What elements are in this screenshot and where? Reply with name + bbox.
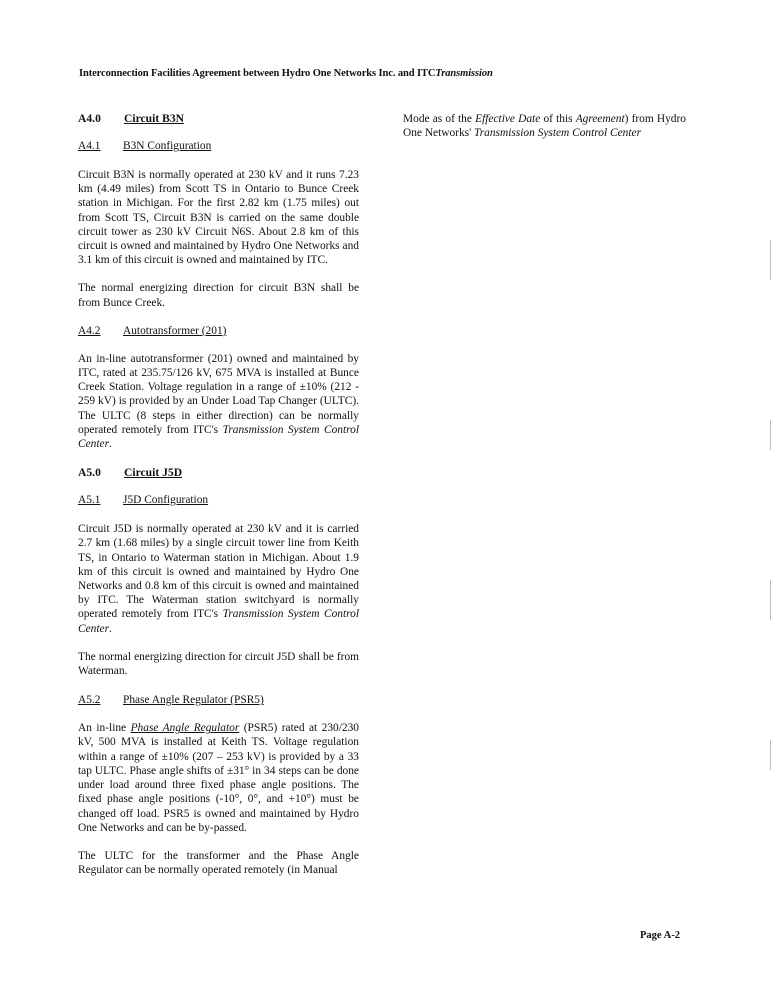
subsection-title: J5D Configuration (123, 494, 209, 507)
paragraph-text: (PSR5) rated at 230/230 kV, 500 MVA is installed at Keith TS. Voltage regulation within a range of ±10% (207 – 253 kV) is provided by a 33 tap ULTC. Phase angle shifts of ±31° in 34 steps can be done under load around three fixed phase angle positions. The fixed phase angle positions (-10°, 0°, and +10°) must be changed off load. PSR5 is owned and maintained by Hydro One Networks and can be by-passed. (78, 722, 359, 834)
subsection-heading-a52 (78, 693, 359, 707)
subsection-number: A4.2 (78, 324, 101, 337)
paragraph-end: . (109, 438, 112, 451)
paragraph-text: of this (543, 113, 573, 125)
section-heading-a50 (78, 466, 359, 480)
subsection-number: A5.1 (78, 494, 101, 507)
effective-date-term: Effective Date (475, 113, 541, 125)
scan-artifact (770, 420, 771, 450)
page-number: Page A-2 (640, 930, 680, 941)
header-text: Interconnection Facilities Agreement between Hydro One Networks Inc. and ITC (79, 68, 436, 79)
subsection-number: A4.1 (78, 140, 101, 152)
paragraph-j5d-config (78, 522, 359, 636)
paragraph-b3n-config: Circuit B3N is normally operated at 230 kV and it runs 7.23 km (4.49 miles) from Scott TS in Ontario to Bunce Creek station in Michigan. For the first 2.82 km (1.75 miles) out from Scott TS, Circuit B3N is carried on the same double circuit tower as 230 kV Circuit N6S. About 2.8 km of this circuit is owned and maintained by Hydro One Networks and 3.1 km of this circuit is owned and maintained by ITC. (78, 169, 359, 267)
paragraph-text: An in-line (78, 722, 127, 735)
section-number: A4.0 (78, 112, 101, 125)
header-italic: Transmission (435, 68, 493, 79)
left-column (78, 112, 359, 877)
phase-angle-regulator-term: Phase Angle Regulator (130, 722, 240, 735)
subsection-heading-a42 (78, 324, 359, 338)
paragraph-text: Mode as of the (403, 113, 472, 125)
paragraph-italic: Transmission System Control Center (78, 608, 359, 635)
paragraph-italic: Transmission System Control Center (78, 423, 359, 451)
paragraph-text: ) from Hydro One Networks' (403, 113, 686, 140)
paragraph-autotransformer (78, 352, 359, 451)
page-header (79, 68, 493, 79)
section-title: Circuit B3N (124, 112, 185, 125)
paragraph-phase-angle-regulator (78, 721, 359, 835)
right-column (403, 112, 686, 140)
paragraph-end: . (109, 622, 112, 635)
paragraph-j5d-direction: The normal energizing direction for circuit J5D shall be from Waterman. (78, 650, 359, 678)
subsection-title: Autotransformer (201) (123, 324, 227, 337)
scan-artifact (770, 240, 771, 280)
section-heading-a40 (78, 112, 359, 126)
subsection-title: Phase Angle Regulator (PSR5) (123, 694, 264, 707)
paragraph-b3n-direction: The normal energizing direction for circuit B3N shall be from Bunce Creek. (78, 282, 359, 309)
scan-artifact (770, 740, 771, 770)
paragraph-ultc-remote: The ULTC for the transformer and the Phase Angle Regulator can be normally operated remotely (in Manual (78, 849, 359, 877)
section-title: Circuit J5D (124, 466, 183, 480)
subsection-heading-a41 (78, 139, 359, 153)
agreement-term: Agreement (575, 113, 625, 125)
subsection-number: A5.2 (78, 694, 101, 707)
subsection-heading-a51 (78, 493, 359, 507)
subsection-title: B3N Configuration (123, 140, 212, 152)
section-number: A5.0 (78, 466, 101, 480)
paragraph-text: Circuit J5D is normally operated at 230 kV and it is carried 2.7 km (1.68 miles) by a single circuit tower line from Keith TS, in Ontario to Waterman station in Michigan. About 1.9 km of this circuit is owned and maintained by Hydro One Networks and 0.8 km of this circuit is owned and maintained by ITC. The Waterman station switchyard is normally operated remotely from ITC's (78, 523, 359, 621)
paragraph-continued (403, 112, 686, 140)
paragraph-text: An in-line autotransformer (201) owned and maintained by ITC, rated at 235.75/126 kV, 675 MVA is installed at Bunce Creek Station. Voltage regulation in a range of ±10% (212 - 259 kV) is provided by an Under Load Tap Changer (ULTC). The ULTC (8 steps in either direction) can be normally operated remotely from ITC's (78, 352, 359, 436)
scan-artifact (770, 580, 771, 620)
control-center-term: Transmission System Control Center (474, 127, 642, 140)
